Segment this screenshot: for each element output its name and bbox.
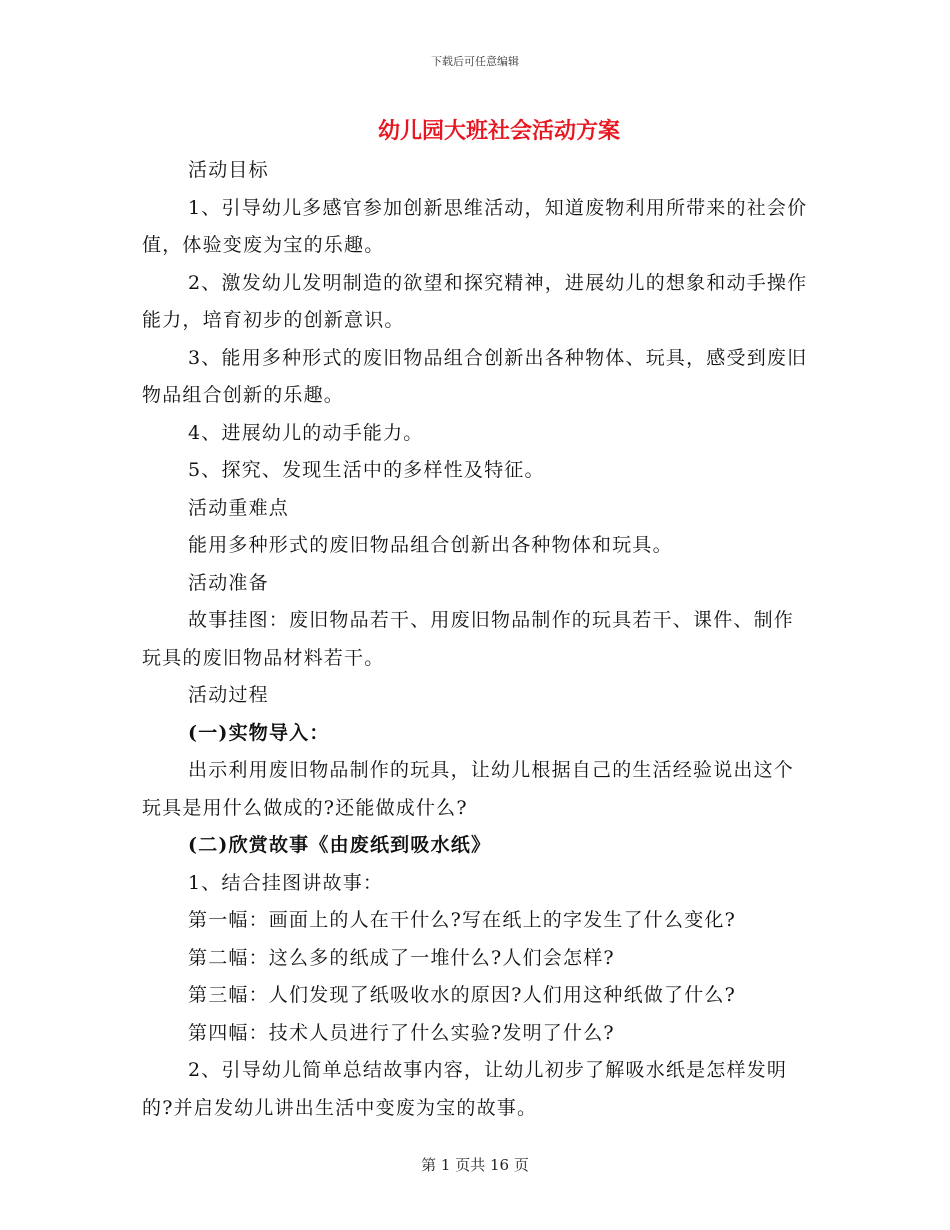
paragraph: 活动准备 bbox=[188, 571, 269, 594]
paragraph: 第四幅：技术人员进行了什么实验?发明了什么? bbox=[188, 1021, 615, 1044]
paragraph: 4、进展幼儿的动手能力。 bbox=[188, 421, 424, 444]
paragraph: 能用多种形式的废旧物品组合创新出各种物体和玩具。 bbox=[188, 534, 673, 556]
paragraph: (一)实物导入： bbox=[188, 721, 330, 744]
document-body bbox=[142, 152, 810, 1127]
paragraph: 活动重难点 bbox=[188, 496, 290, 519]
paragraph: (二)欣赏故事《由废纸到吸水纸》 bbox=[188, 834, 492, 856]
paragraph: 1、结合挂图讲故事： bbox=[188, 871, 384, 894]
page-header: 下载后可任意编辑 bbox=[431, 55, 519, 68]
page-footer: 第 1 页共 16 页 bbox=[421, 1156, 529, 1174]
paragraph: 3、能用多种形式的废旧物品组合创新出各种物体、玩具，感受到废旧物品组合创新的乐趣。 bbox=[142, 346, 808, 406]
paragraph: 第二幅：这么多的纸成了一堆什么?人们会怎样? bbox=[188, 946, 615, 969]
paragraph: 2、激发幼儿发明制造的欲望和探究精神，进展幼儿的想象和动手操作能力，培育初步的创新意识。 bbox=[142, 271, 808, 331]
paragraph: 故事挂图：废旧物品若干、用废旧物品制作的玩具若干、课件、制作玩具的废旧物品材料若干。 bbox=[142, 609, 795, 669]
paragraph: 1、引导幼儿多感官参加创新思维活动，知道废物利用所带来的社会价值，体验变废为宝的乐趣。 bbox=[142, 196, 808, 256]
paragraph: 活动过程 bbox=[188, 684, 269, 706]
paragraph: 2、引导幼儿简单总结故事内容，让幼儿初步了解吸水纸是怎样发明的?并启发幼儿讲出生活中变废为宝的故事。 bbox=[142, 1059, 788, 1119]
paragraph: 活动目标 bbox=[188, 159, 269, 181]
paragraph: 5、探究、发现生活中的多样性及特征。 bbox=[188, 459, 545, 481]
document-title: 幼儿园大班社会活动方案 bbox=[377, 118, 620, 144]
paragraph: 第三幅：人们发现了纸吸收水的原因?人们用这种纸做了什么? bbox=[188, 984, 736, 1006]
paragraph: 出示利用废旧物品制作的玩具，让幼儿根据自己的生活经验说出这个玩具是用什么做成的?还能做成什么? bbox=[142, 759, 795, 819]
paragraph: 第一幅：画面上的人在干什么?写在纸上的字发生了什么变化? bbox=[188, 909, 736, 931]
